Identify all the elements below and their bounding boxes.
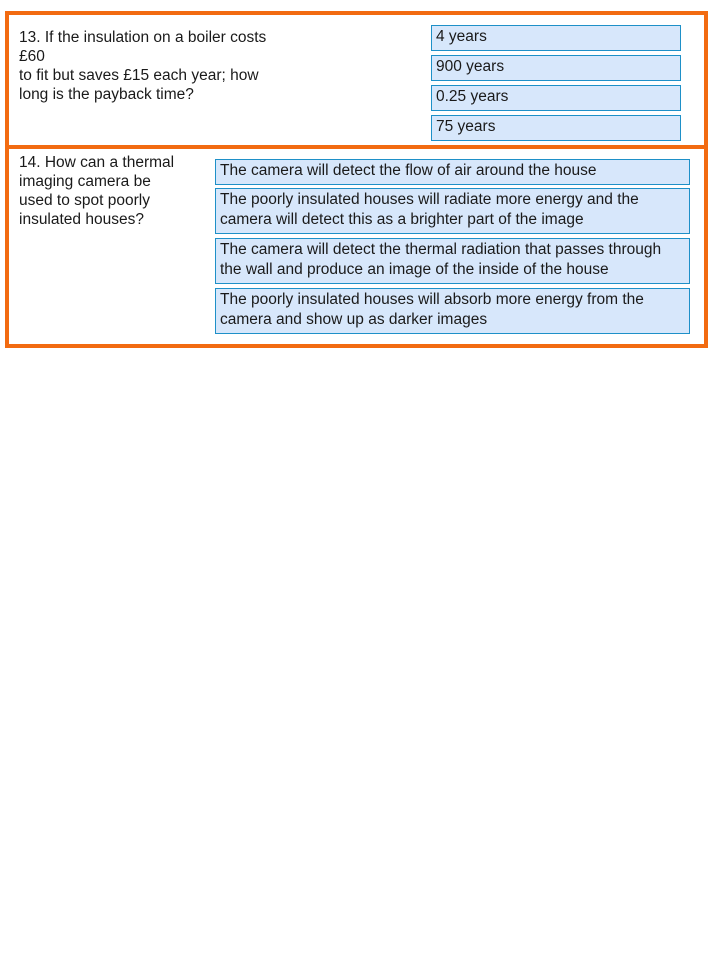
question-14-text: 14. How can a thermal imaging camera be used to spot poorly insulated houses?	[19, 154, 175, 228]
q13-answer-option-1[interactable]: 4 years	[431, 25, 681, 51]
q13-answer-option-4[interactable]: 75 years	[431, 115, 681, 141]
q13-answer-option-3[interactable]: 0.25 years	[431, 85, 681, 111]
q13-answer-option-2[interactable]: 900 years	[431, 55, 681, 81]
question-13-panel	[5, 11, 708, 149]
q14-answer-option-3[interactable]: The camera will detect the thermal radiation that passes through the wall and produce an image of the inside of the house	[215, 238, 690, 284]
q14-answer-option-1[interactable]: The camera will detect the flow of air around the house	[215, 159, 690, 185]
q14-answer-option-2[interactable]: The poorly insulated houses will radiate more energy and the camera will detect this as a brighter part of the image	[215, 188, 690, 234]
question-13-text: 13. If the insulation on a boiler costs £60 to fit but saves £15 each year; how long is the payback time?	[19, 29, 267, 103]
q14-answer-option-4[interactable]: The poorly insulated houses will absorb more energy from the camera and show up as darker images	[215, 288, 690, 334]
question-14-panel	[5, 145, 708, 348]
